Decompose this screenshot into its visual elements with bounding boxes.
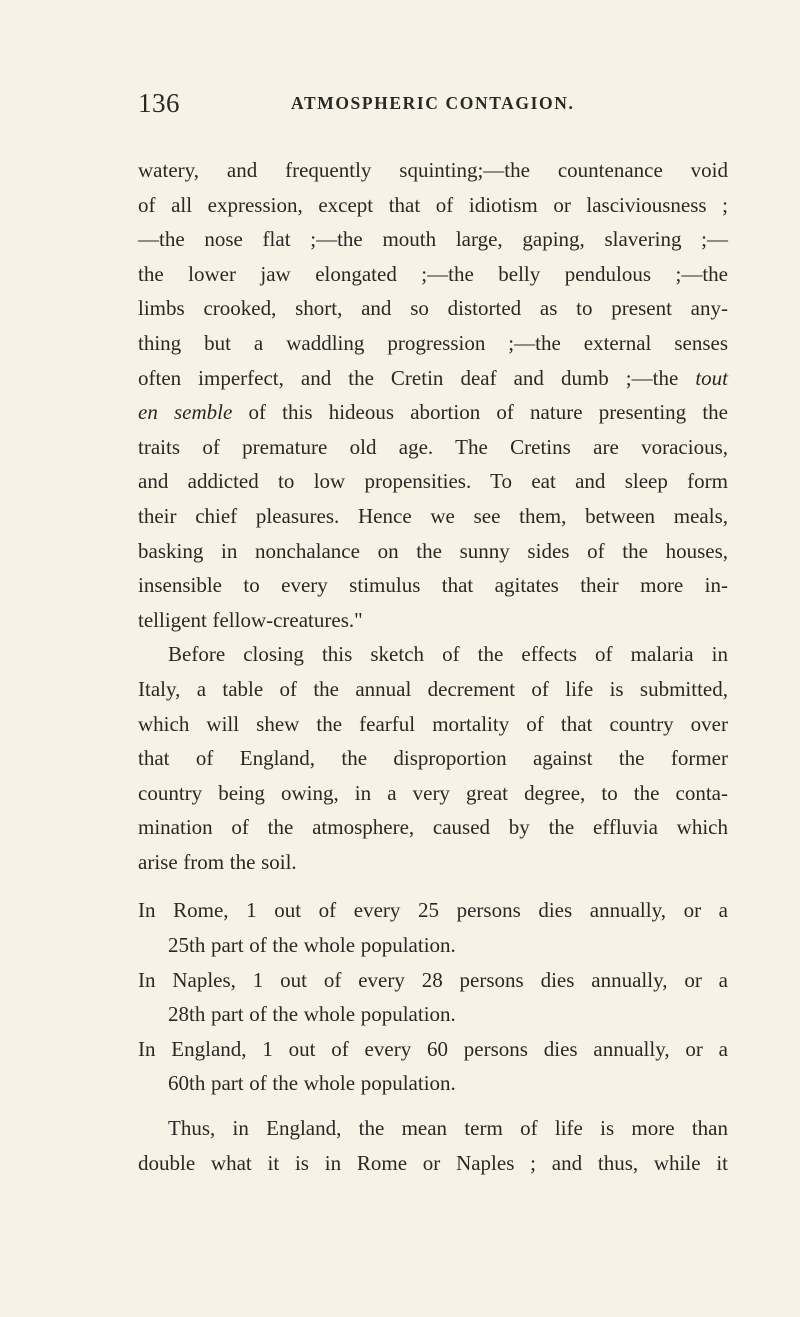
table-row-england-continued: 60th part of the whole population. [168, 1071, 456, 1096]
paragraph-malaria-italy [138, 637, 728, 879]
table-row-naples: In Naples, 1 out of every 28 persons dies annually, or a [138, 967, 728, 992]
text-line: —the nose flat ;—the mouth large, gaping, slavering ;— [138, 227, 728, 252]
body-text [138, 153, 728, 1180]
running-head [138, 88, 728, 118]
text-line: of all expression, except that of idiotism or lasciviousness ; [138, 192, 728, 217]
text-line: their chief pleasures. Hence we see them, between meals, [138, 503, 728, 528]
text-line: mination of the atmosphere, caused by the effluvia which [138, 815, 728, 840]
text-segment: of this hideous abortion of nature presenting the [248, 400, 728, 425]
text-line [138, 395, 728, 430]
italic-phrase-en-semble: en semble [138, 400, 233, 425]
text-line [138, 361, 728, 396]
paragraph-cretins-description [138, 153, 728, 637]
paragraph-conclusion [138, 1111, 728, 1180]
text-line: double what it is in Rome or Naples ; and thus, while it [138, 1150, 728, 1175]
table-row-england: In England, 1 out of every 60 persons dies annually, or a [138, 1036, 728, 1061]
table-row-rome: In Rome, 1 out of every 25 persons dies annually, or a [138, 898, 728, 923]
text-line: arise from the soil. [138, 849, 297, 874]
text-line: traits of premature old age. The Cretins are voracious, [138, 434, 728, 459]
text-line: thing but a waddling progression ;—the external senses [138, 330, 728, 355]
text-line: which will shew the fearful mortality of that country over [138, 711, 728, 736]
running-title: ATMOSPHERIC CONTAGION. [291, 93, 575, 113]
text-line: basking in nonchalance on the sunny sides of the houses, [138, 538, 728, 563]
text-line: country being owing, in a very great degree, to the conta- [138, 780, 728, 805]
text-line: telligent fellow-creatures." [138, 607, 363, 632]
table-row-naples-continued: 28th part of the whole population. [168, 1002, 456, 1027]
text-line: and addicted to low propensities. To eat and sleep form [138, 469, 728, 494]
text-line: Thus, in England, the mean term of life is more than [168, 1116, 728, 1141]
text-line: the lower jaw elongated ;—the belly pendulous ;—the [138, 261, 728, 286]
text-line: insensible to every stimulus that agitates their more in- [138, 573, 728, 598]
text-line: Italy, a table of the annual decrement of life is submitted, [138, 676, 728, 701]
text-segment: often imperfect, and the Cretin deaf and dumb ;—the [138, 365, 679, 390]
mortality-table [138, 893, 728, 1101]
page-number: 136 [138, 88, 180, 118]
italic-phrase-tout: tout [695, 365, 728, 390]
text-line: limbs crooked, short, and so distorted as to present any- [138, 296, 728, 321]
text-line: that of England, the disproportion against the former [138, 746, 728, 771]
table-row-rome-continued: 25th part of the whole population. [168, 933, 456, 958]
text-line: watery, and frequently squinting;—the countenance void [138, 158, 728, 182]
text-line: Before closing this sketch of the effects of malaria in [168, 642, 728, 667]
